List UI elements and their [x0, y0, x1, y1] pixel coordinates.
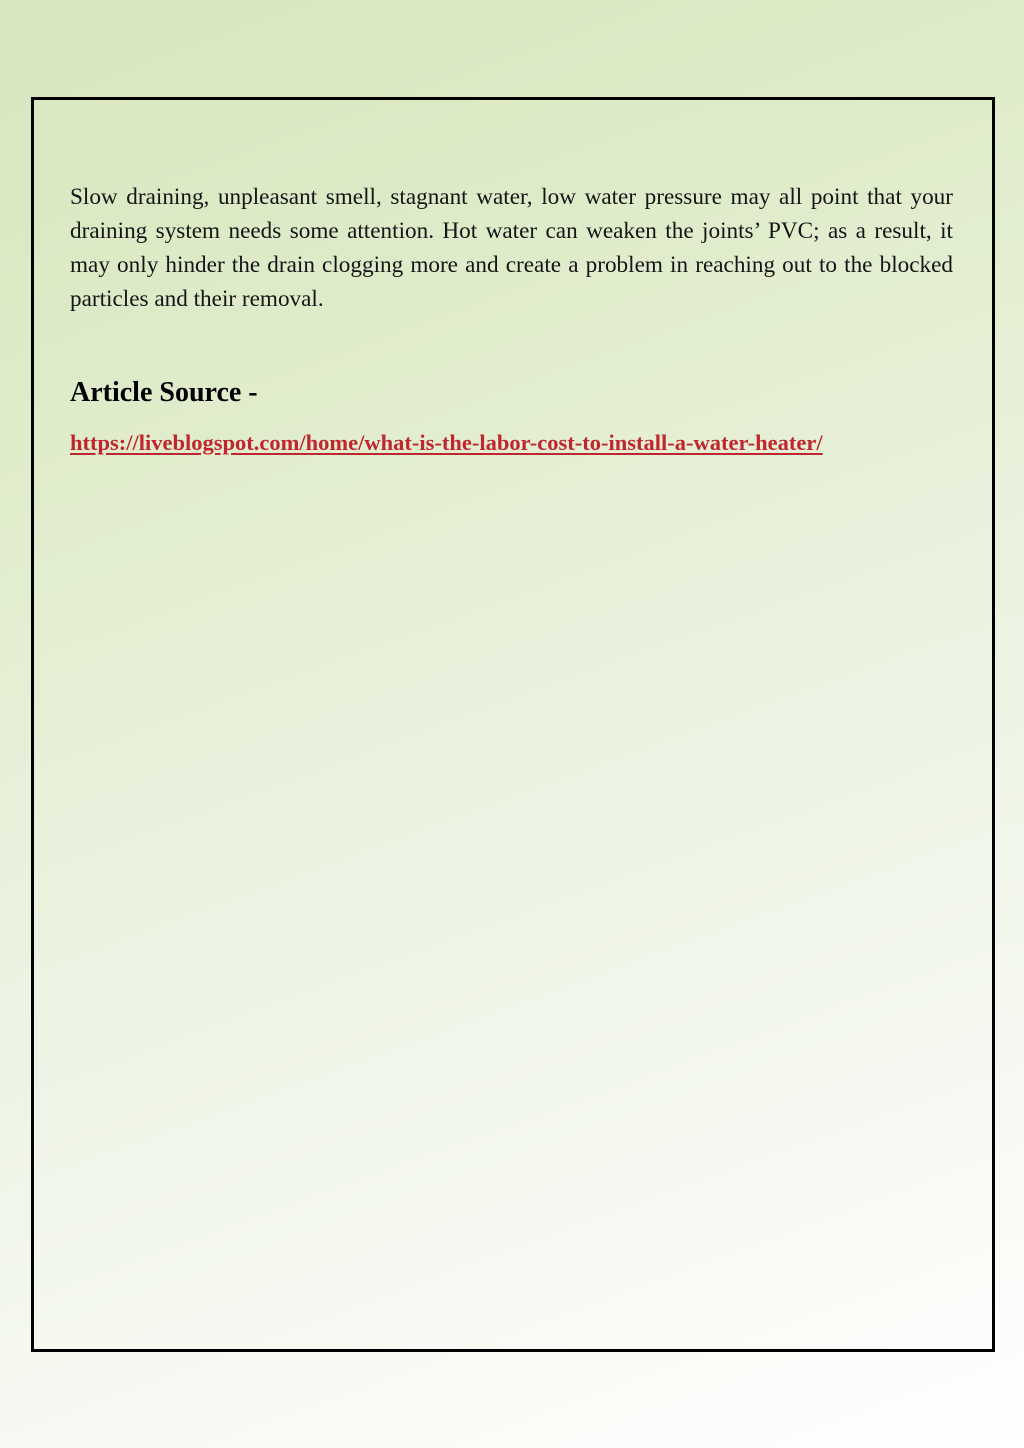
body-paragraph: Slow draining, unpleasant smell, stagnant water, low water pressure may all point that your draining system needs some attention. Hot water can weaken the joints’ PVC; as a result, it may only hinder the drain clogging more and create a problem in reaching out to the blocked particles and their removal.: [70, 184, 953, 312]
article-body: [70, 180, 953, 316]
article-source-link[interactable]: https://liveblogspot.com/home/what-is-the-labor-cost-to-install-a-water-heater/: [70, 430, 823, 455]
article-source-heading: Article Source -: [70, 377, 258, 408]
